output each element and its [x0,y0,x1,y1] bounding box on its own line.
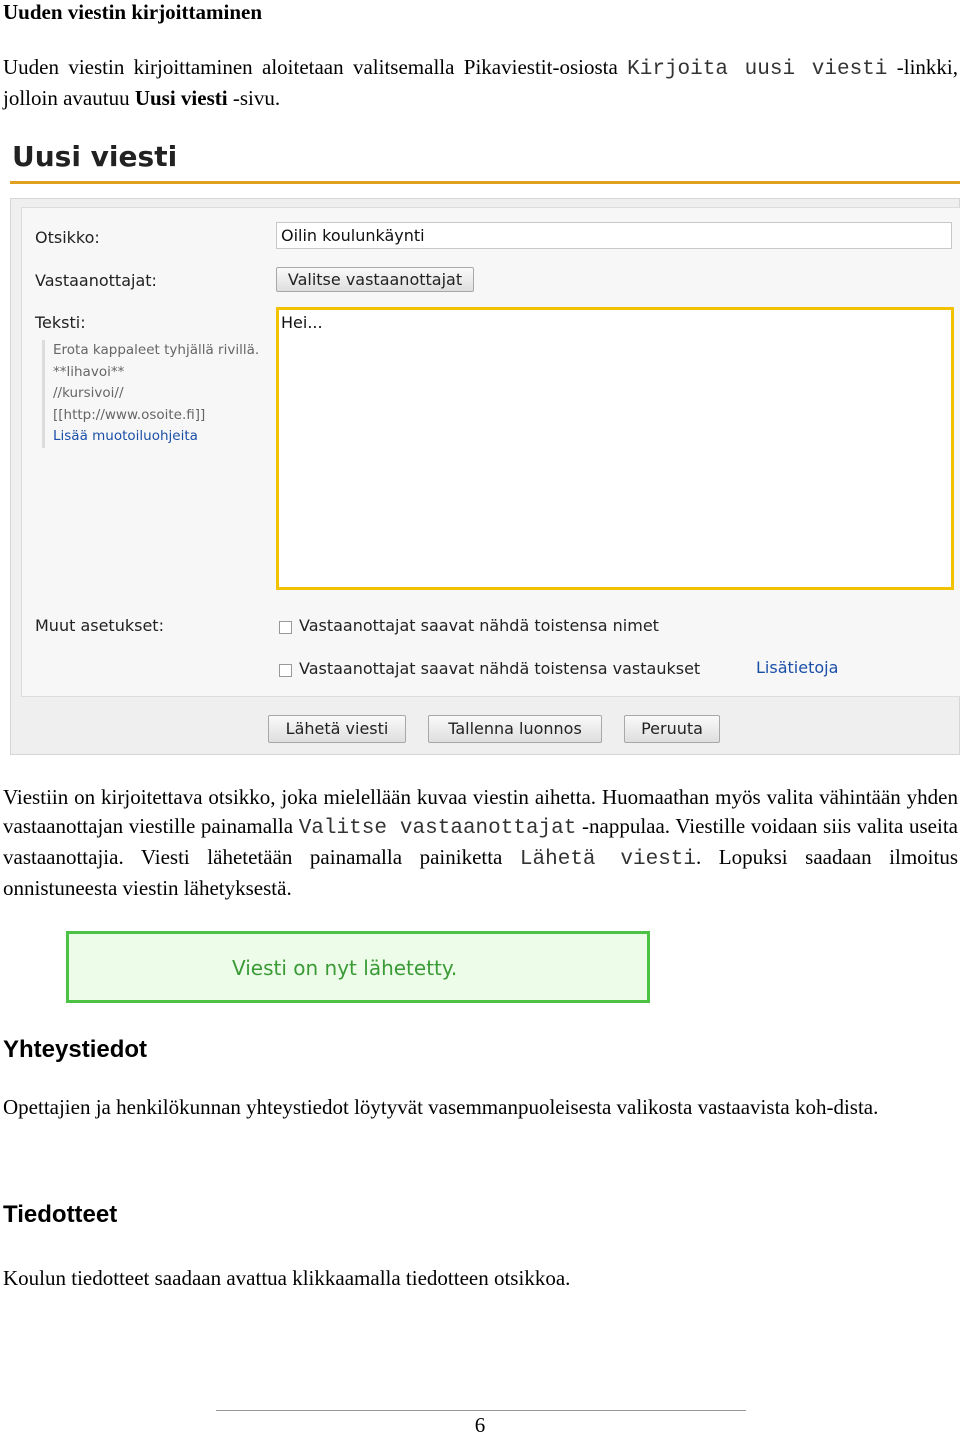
show-replies-checkbox[interactable] [279,664,292,677]
recipients-label: Vastaanottajat: [35,271,157,290]
body-code-recipients: Valitse vastaanottajat [298,817,577,840]
body-text-1: Viestiin on kirjoitettava otsikko, joka mielellään kuvaa viestin aihetta. Huomaathan myös valita vähintään yhden vastaanottajan viestille painamalla [3,785,958,838]
other-settings-label: Muut asetukset: [35,616,164,635]
bulletins-text: Koulun tiedotteet saadaan avattua klikkaamalla tiedotteen otsikkoa. [3,1266,571,1290]
send-button[interactable]: Lähetä viesti [268,715,406,743]
more-formatting-link[interactable]: Lisää muotoiluohjeita [53,428,198,444]
hint-bold: **lihavoi** [53,363,125,380]
text-label: Teksti: [35,313,86,332]
formatting-hints [42,340,259,448]
form-screenshot [10,130,960,755]
choose-recipients-button[interactable]: Valitse vastaanottajat [276,267,474,292]
intro-bold: Uusi viesti [134,86,228,110]
body-paragraph [3,783,958,903]
more-info-link[interactable]: Lisätietoja [756,658,839,677]
footer-rule [216,1410,746,1411]
body-text-3: . Lopuksi saadaan ilmoitus onnistuneesta viestin lähetyksestä. [3,845,958,900]
bulletins-heading: Tiedotteet [3,1201,118,1228]
title-input[interactable]: Oilin koulunkäynti [276,222,952,249]
contacts-text: Opettajien ja henkilökunnan yhteystiedot löytyvät vasemmanpuoleisesta valikosta vastaavista koh-dista. [3,1095,879,1119]
save-draft-button[interactable]: Tallenna luonnos [428,715,602,743]
hint-italic: //kursivoi// [53,385,124,401]
form-page-title: Uusi viesti [12,140,178,173]
title-label: Otsikko: [35,228,100,247]
form-panel [10,198,960,755]
intro-text-3: -sivu. [227,86,281,110]
body-code-send: Lähetä viesti [519,848,697,871]
contacts-heading: Yhteystiedot [3,1036,148,1063]
intro-paragraph [3,53,958,113]
section-heading: Uuden viestin kirjoittaminen [3,0,263,24]
body-text-2: -nappulaa. Viestille voidaan siis valita useita vastaanottajia. Viesti lähetetään painamalla painiketta [3,814,958,869]
hint-paragraphs: Erota kappaleet tyhjällä rivillä. [53,342,260,358]
title-rule [10,181,960,184]
message-textarea[interactable]: Hei... [276,307,954,590]
intro-text-2: -linkki, jolloin avautuu [3,55,958,110]
form-fields-area [21,207,960,697]
show-names-checkbox[interactable] [279,621,292,634]
hint-link-syntax: [[http://www.osoite.fi]] [53,406,206,423]
success-message-box [66,931,650,1003]
intro-text-1: Uuden viestin kirjoittaminen aloitetaan valitsemalla Pikaviestit-osiosta [3,55,628,79]
show-names-label: Vastaanottajat saavat nähdä toistensa nimet [299,616,659,635]
intro-code-link: Kirjoita uusi viesti [627,58,888,81]
show-replies-label: Vastaanottajat saavat nähdä toistensa vastaukset [299,659,701,678]
success-message: Viesti on nyt lähetetty. [232,956,458,980]
page-number: 6 [474,1413,486,1437]
cancel-button[interactable]: Peruuta [624,715,720,743]
